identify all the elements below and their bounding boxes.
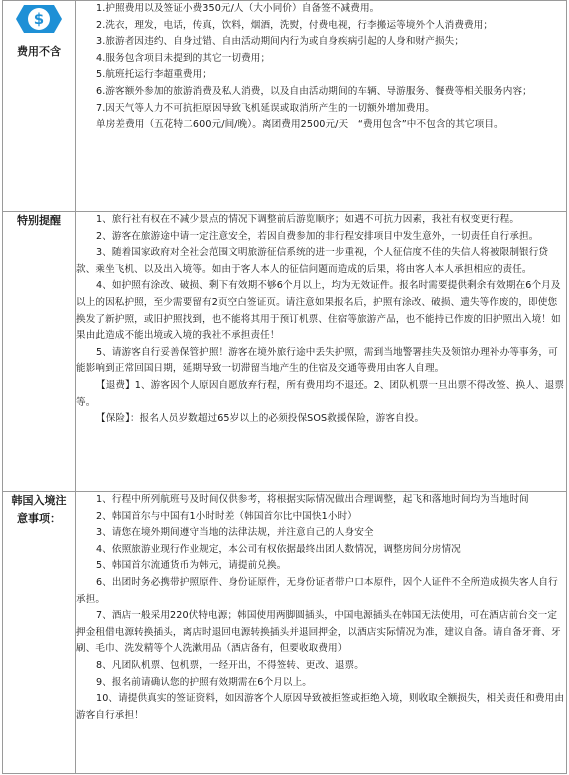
svg-text:$: $ (33, 10, 45, 28)
korea-item-5: 5、韩国首尔流通货币为韩元，请提前兑换。 (96, 560, 287, 572)
notes-item-1: 1、旅行社有权在不减少景点的情况下调整前后游览顺序；如遇不可抗力因素，我社有权变更行程。 (96, 214, 520, 225)
notes-item-insurance: 【保险】：报名人员岁数超过65岁以上的必须投保SOS救援保险，游客自投。 (96, 413, 425, 425)
korea-item-3: 3、请您在境外期间遵守当地的法律法规，并注意自己的人身安全 (96, 527, 374, 539)
korea-content (76, 492, 567, 774)
fees-row (3, 1, 567, 212)
korea-item-8: 8、凡团队机票、包机票，一经开出，不得签转、更改、退票。 (96, 659, 364, 671)
notes-item-2: 2、游客在旅游途中请一定注意安全，若因自费参加的非行程安排项目中发生意外，一切责任自行承担。 (96, 230, 539, 242)
fees-item-1: 1.护照费用以及签证小费350元/人（大小同价）自备签不减费用。 (96, 3, 380, 14)
korea-item-1: 1、行程中所列航班号及时间仅供参考，将根据实际情况做出合理调整，起飞和落地时间均为当地时间 (96, 494, 529, 505)
korea-item-6: 6、出团时务必携带护照原件、身份证原件，无身份证者带户口本原件，因个人证件不全所造成损失客人自行承担。 (76, 576, 558, 605)
notes-item-3: 3、随着国家政府对全社会范围文明旅游征信系统的进一步重视，个人征信度不佳的失信人将被限制银行贷款、乘坐飞机、以及出入境等。如由于客人本人的征信问题而造成的后果，将由客人本人承担相应的责任。 (76, 247, 549, 275)
fees-item-4: 4.服务包含项目未提到的其它一切费用； (96, 52, 271, 64)
korea-label-line2: 意事项： (17, 512, 61, 525)
fees-item-3: 3.旅游者因违约、自身过错、自由活动期间内行为或自身疾病引起的人身和财产损失； (96, 36, 465, 48)
notes-row (3, 212, 567, 492)
money-icon (14, 1, 64, 37)
notes-item-refund: 【退费】1、游客因个人原因自愿放弃行程，所有费用均不退还。2、团队机票一旦出票不得改签、换人、退票等。 (76, 379, 565, 408)
notes-content (76, 212, 567, 492)
fees-label: 费用不含 (17, 45, 61, 58)
korea-item-2: 2、韩国首尔与中国有1小时时差（韩国首尔比中国快1小时） (96, 510, 357, 522)
itinerary-notes-table (2, 0, 567, 774)
notes-item-5: 5、请游客自行妥善保管护照！游客在境外旅行途中丢失护照，需到当地警署挂失及领馆办理补办等事务，可能影响到正常回国日期，延期导致一切滞留当地产生的住宿及交通等费用由客人自理。 (76, 346, 558, 375)
korea-item-10: 10、请提供真实的签证资料，如因游客个人原因导致被拒签或拒绝入境，则收取全额损失，相关责任和费用由游客自行承担！ (76, 693, 565, 721)
fees-content (76, 1, 567, 212)
korea-row (3, 492, 567, 774)
fees-item-2: 2.洗衣，理发，电话，传真，饮料，烟酒，洗熨，付费电视，行李搬运等境外个人消费费用； (96, 19, 494, 31)
notes-label-cell (3, 212, 76, 492)
korea-label-cell (3, 492, 76, 774)
korea-item-4: 4、依照旅游业现行作业规定，本公司有权依据最终出团人数情况，调整房间分房情况 (96, 543, 461, 555)
fees-label-cell (3, 1, 76, 212)
notes-label: 特别提醒 (17, 214, 61, 227)
fees-item-6: 6.游客额外参加的旅游消费及私人消费，以及自由活动期间的车辆、导游服务、餐费等相关服务内容； (96, 85, 532, 97)
korea-label-line1: 韩国入境注 (11, 494, 67, 507)
fees-item-5: 5.航班托运行李超重费用； (96, 69, 212, 81)
korea-item-9: 9、报名前请确认您的护照有效期需在6个月以上。 (96, 676, 312, 688)
korea-item-7: 7、酒店一般采用220伏特电源；韩国使用两脚圆插头，中国电源插头在韩国无法使用，可在酒店前台交一定押金租借电源转换插头，离店时退回电源转换插头并退回押金，以酒店实际情况为准，建议自备。请自备牙膏、牙刷、毛巾、洗发精等个人洗漱用品（酒店备有，但要收取费用） (76, 610, 561, 655)
fees-item-8: 单房差费用（五花特二600元/间/晚）。离团费用2500元/天 “费用包含”中不包含的其它项目。 (96, 119, 504, 131)
notes-item-4: 4、如护照有涂改、破损、剩下有效期不够6个月以上，均为无效证件。报名时需要提供剩余有效期在6个月及以上的因私护照，至少需要留有2页空白签证页。请注意如果报名后，护照有涂改、破损、遗失等作废的，即使您换发了新护照，或旧护照找到，也不能将其用于预订机票、住宿等旅游产品，也不能持已作废的旧护照出入境！如果由此造成不能出境或入境的我社不承担责任！ (76, 280, 561, 342)
fees-item-7: 7.因天气等人力不可抗拒原因导致飞机延误或取消所产生的一切额外增加费用。 (96, 102, 435, 114)
